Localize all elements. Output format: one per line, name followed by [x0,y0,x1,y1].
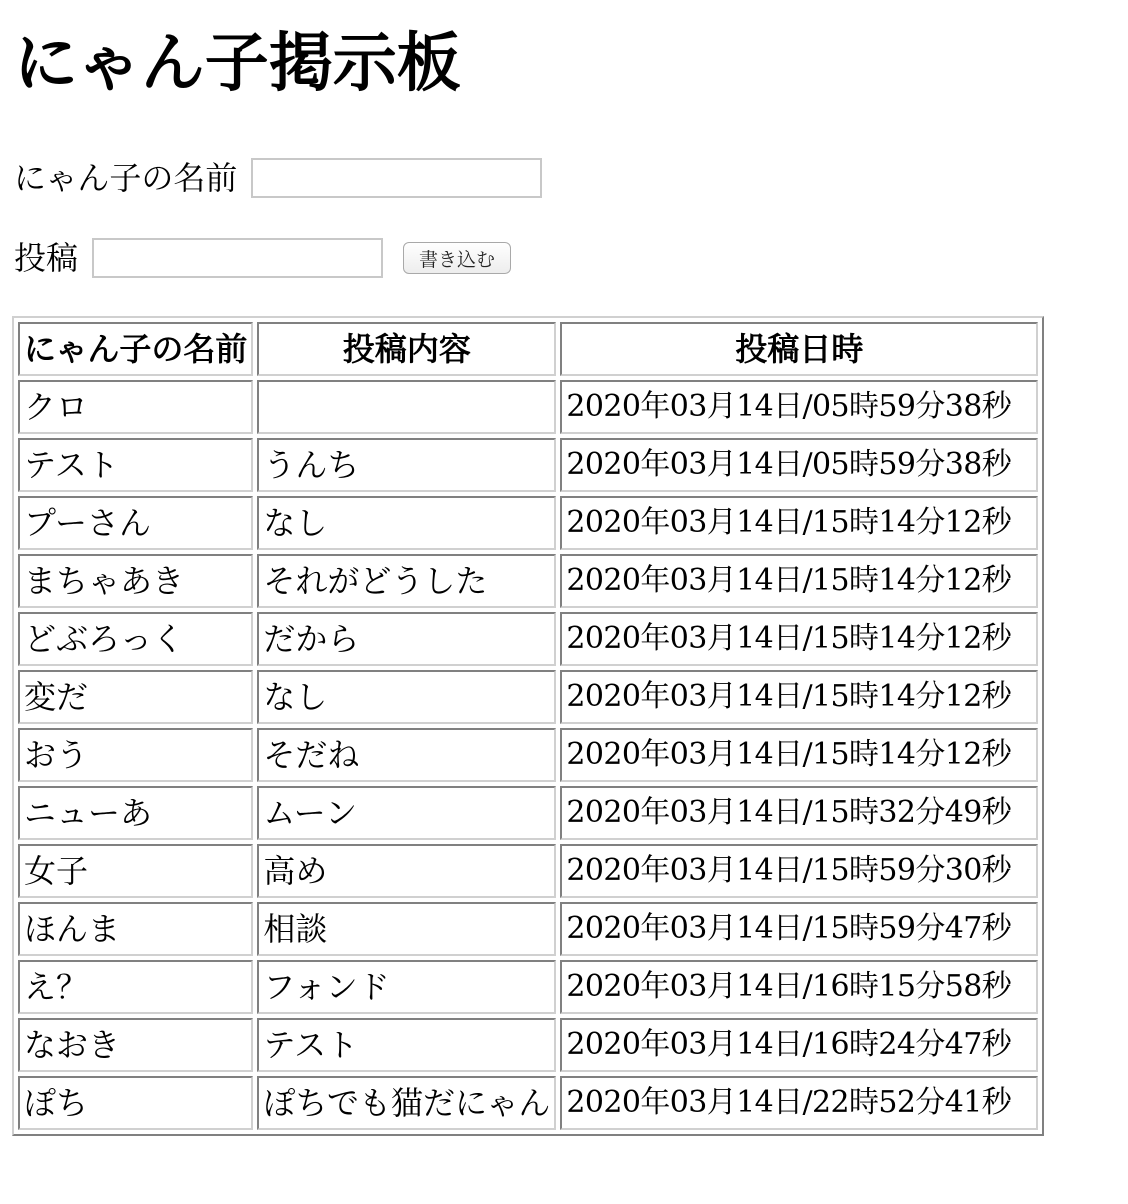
cell-date: 2020年03月14日/15時14分12秒 [560,496,1038,550]
table-row [18,496,1038,550]
cell-date: 2020年03月14日/22時52分41秒 [560,1076,1038,1130]
cell-date: 2020年03月14日/15時32分49秒 [560,786,1038,840]
table-row [18,786,1038,840]
cell-name: え？ [18,960,253,1014]
cell-content: そだね [257,728,556,782]
cell-content: 相談 [257,902,556,956]
cell-content: なし [257,670,556,724]
name-row [14,158,542,198]
name-label: にゃん子の名前 [14,159,238,197]
cell-name: 女子 [18,844,253,898]
cell-name: ぽち [18,1076,253,1130]
name-input[interactable] [251,158,542,198]
cell-content: うんち [257,438,556,492]
header-name: にゃん子の名前 [18,322,253,376]
cell-name: ニューあ [18,786,253,840]
cell-content: ムーン [257,786,556,840]
cell-content: だから [257,612,556,666]
post-row [14,238,511,278]
page-title: にゃん子掲示板 [14,26,461,101]
table-body [18,380,1038,1130]
cell-content: なし [257,496,556,550]
cell-date: 2020年03月14日/15時14分12秒 [560,612,1038,666]
cell-name: おう [18,728,253,782]
header-content: 投稿内容 [257,322,556,376]
cell-name: どぶろっく [18,612,253,666]
cell-date: 2020年03月14日/15時14分12秒 [560,670,1038,724]
cell-name: プーさん [18,496,253,550]
cell-date: 2020年03月14日/15時14分12秒 [560,554,1038,608]
cell-date: 2020年03月14日/15時59分47秒 [560,902,1038,956]
cell-content: ぽちでも猫だにゃん [257,1076,556,1130]
submit-button[interactable]: 書き込む [403,242,511,274]
table-row [18,380,1038,434]
table-row [18,1018,1038,1072]
header-date: 投稿日時 [560,322,1038,376]
posts-table [12,316,1044,1136]
table-row [18,670,1038,724]
cell-name: テスト [18,438,253,492]
table-row [18,902,1038,956]
table-row [18,844,1038,898]
table-row [18,612,1038,666]
table-row [18,554,1038,608]
cell-content: 高め [257,844,556,898]
cell-content [257,380,556,434]
cell-date: 2020年03月14日/05時59分38秒 [560,438,1038,492]
cell-date: 2020年03月14日/15時59分30秒 [560,844,1038,898]
post-label: 投稿 [14,239,79,277]
post-input[interactable] [92,238,383,278]
table-header-row [18,322,1038,376]
cell-date: 2020年03月14日/16時15分58秒 [560,960,1038,1014]
table-row [18,1076,1038,1130]
table-row [18,728,1038,782]
cell-name: なおき [18,1018,253,1072]
cell-name: ほんま [18,902,253,956]
cell-content: テスト [257,1018,556,1072]
cell-name: まちゃあき [18,554,253,608]
table-row [18,960,1038,1014]
cell-date: 2020年03月14日/15時14分12秒 [560,728,1038,782]
cell-name: クロ [18,380,253,434]
cell-date: 2020年03月14日/05時59分38秒 [560,380,1038,434]
cell-date: 2020年03月14日/16時24分47秒 [560,1018,1038,1072]
cell-content: それがどうした [257,554,556,608]
table-row [18,438,1038,492]
cell-content: フォンド [257,960,556,1014]
cell-name: 変だ [18,670,253,724]
